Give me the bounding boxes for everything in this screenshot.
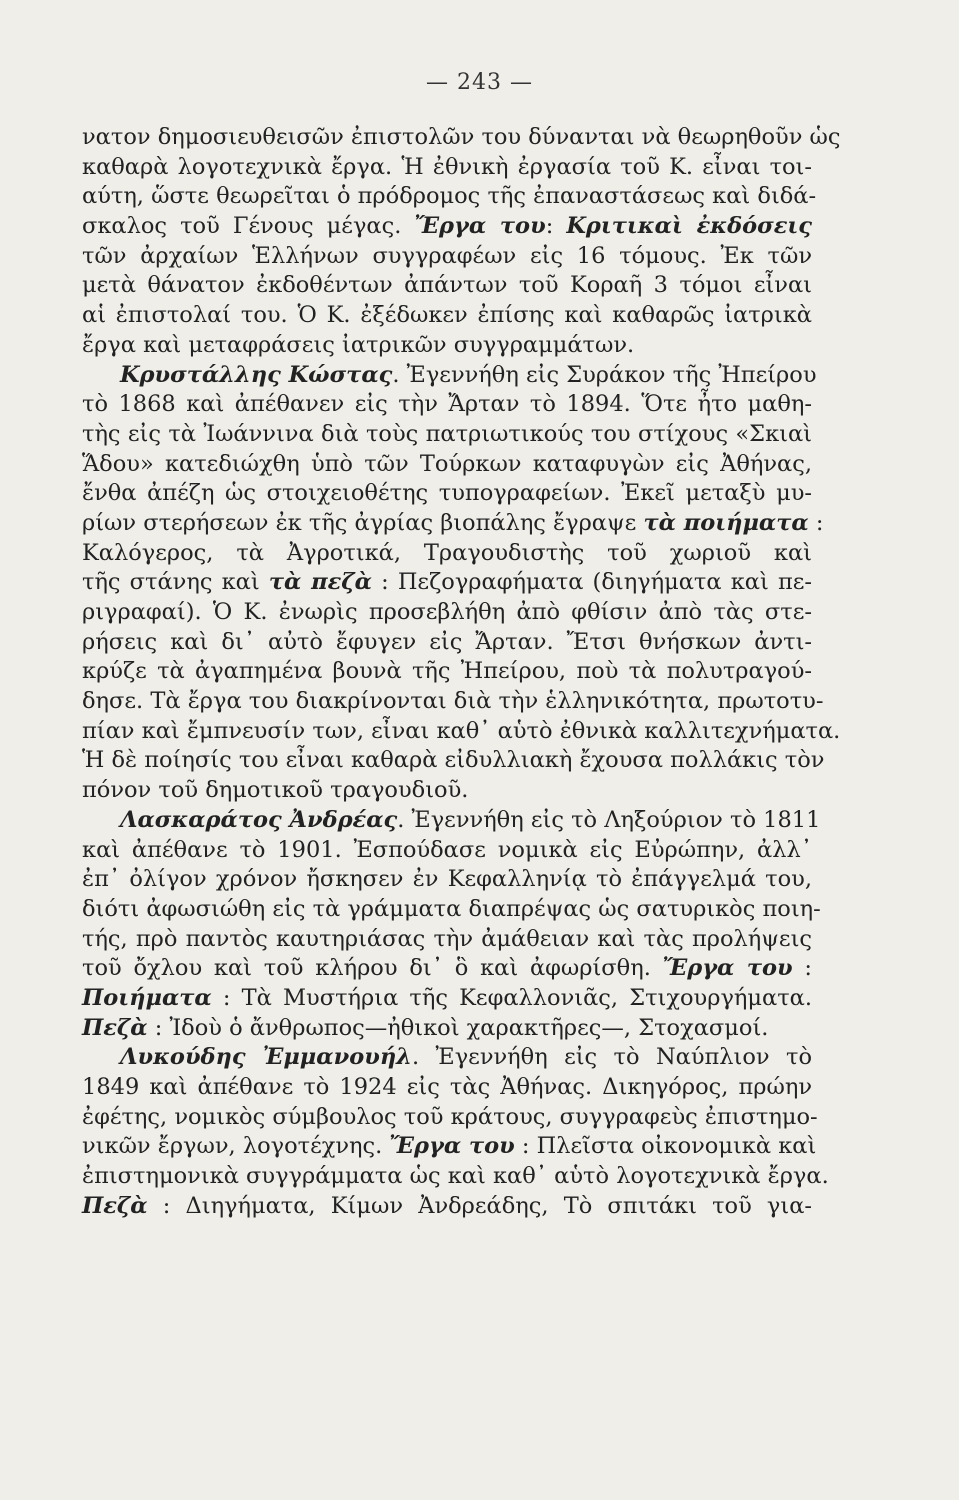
text-line [82, 1192, 812, 1222]
text-line [82, 1132, 817, 1162]
text-line [82, 182, 817, 212]
text-line [82, 776, 812, 806]
line-text: σκαλος τοῦ Γένους μέγας. [82, 213, 415, 240]
emphasis-text: Ἔργα του [389, 1133, 515, 1160]
text-line [82, 1103, 818, 1133]
text-line [82, 568, 812, 598]
text-line [82, 390, 812, 420]
text-line [82, 271, 812, 301]
text-line [82, 806, 821, 836]
line-text: πόνον τοῦ δημοτικοῦ τραγουδιοῦ. [82, 777, 469, 804]
text-line [82, 628, 812, 658]
line-text: . Ἐγεννήθη εἰς Συράκον τῆς Ἠπείρου [392, 361, 817, 388]
line-text: κρύζε τὰ ἀγαπημένα βουνὰ τῆς Ἠπείρου, ποὺ τὰ πολυτραγού- [82, 658, 812, 685]
line-text: ἐφέτης, νομικὸς σύμβουλος τοῦ κράτους, συγγραφεὺς ἐπιστημο- [82, 1103, 818, 1130]
text-line [82, 984, 812, 1014]
text-line [82, 450, 812, 480]
line-text: νατον δημοσιευθεισῶν ἐπιστολῶν του δύνανται νὰ θεωρηθοῦν ὡς [82, 124, 841, 150]
emphasis-text: τὰ πεζὰ [268, 569, 372, 596]
emphasis-text: Ποιήματα [82, 984, 212, 1011]
text-line [82, 479, 812, 509]
text-line [82, 657, 812, 687]
line-text: : [545, 213, 567, 240]
emphasis-text: Λυκούδης Ἐμμανουήλ [120, 1044, 412, 1071]
line-text: καθαρὰ λογοτεχνικὰ ἔργα. Ἡ ἐθνικὴ ἐργασία τοῦ Κ. εἶναι τοι- [82, 153, 812, 180]
line-text: νικῶν ἔργων, λογοτέχνης. [82, 1133, 390, 1160]
line-text: : Ἰδοὺ ὁ ἄνθρωπος—ἠθικοὶ χαρακτῆρες—, Στοχασμοί. [147, 1014, 769, 1041]
emphasis-text: Πεζὰ [82, 1192, 148, 1219]
text-line [82, 123, 841, 153]
line-text: : [792, 955, 812, 982]
emphasis-text: Ἔργα του [414, 213, 546, 240]
line-text: ἐπ᾿ ὀλίγον χρόνον ἤσκησεν ἐν Κεφαλληνίᾳ τὸ ἐπάγγελμά του, [82, 866, 812, 893]
text-line [82, 687, 824, 717]
line-text: πίαν καὶ ἔμπνευσίν των, εἶναι καθ᾿ αὑτὸ ἐθνικὰ καλλιτεχνήματα. [82, 717, 841, 744]
text-line [82, 1043, 812, 1073]
text-line [82, 242, 812, 272]
line-text: ἐπιστημονικὰ συγγράμματα ὡς καὶ καθ᾿ αὑτὸ λογοτεχνικὰ ἔργα. [82, 1163, 829, 1190]
line-text: καὶ ἀπέθανε τὸ 1901. Ἐσπούδασε νομικὰ εἰς Εὐρώπην, ἀλλ᾿ [82, 836, 812, 863]
line-text: . Ἐγεννήθη εἰς τὸ Ναύπλιον τὸ [411, 1044, 812, 1071]
line-text: διότι ἀφωσιώθη εἰς τὰ γράμματα διαπρέψας ὡς σατυρικὸς ποιη- [82, 895, 821, 922]
text-line [82, 361, 817, 391]
line-text: : [808, 509, 824, 536]
line-text: μετὰ θάνατον ἐκδοθέντων ἀπάντων τοῦ Κοραῆ 3 τόμοι εἶναι [82, 272, 812, 299]
line-text: ρήσεις καὶ δι᾿ αὐτὸ ἔφυγεν εἰς Ἄρταν. Ἔτσι θνήσκων ἀντι- [82, 628, 812, 655]
line-text: : Διηγήματα, Κίμων Ἀνδρεάδης, Τὸ σπιτάκι τοῦ για- [147, 1192, 812, 1219]
line-text: Ἡ δὲ ποίησίς του εἶναι καθαρὰ εἰδυλλιακὴ ἔχουσα πολλάκις τὸν [82, 747, 825, 774]
line-text: τὸ 1868 καὶ ἀπέθανεν εἰς τὴν Ἄρταν τὸ 1894. Ὅτε ἦτο μαθη- [82, 391, 812, 418]
text-line [82, 598, 812, 628]
line-text: Καλόγερος, τὰ Ἀγροτικά, Τραγουδιστὴς τοῦ χωριοῦ καὶ [82, 539, 812, 566]
line-text: . Ἐγεννήθη εἰς τὸ Ληξούριον τὸ 1811 [397, 806, 821, 833]
line-text: : Τὰ Μυστήρια τῆς Κεφαλλονιᾶς, Στιχουργήματα. [211, 984, 812, 1011]
text-line [82, 153, 812, 183]
line-text: ἔνθα ἀπέζη ὡς στοιχειοθέτης τυπογραφείων. Ἐκεῖ μεταξὺ μυ- [82, 480, 812, 507]
line-text: : Πλεῖστα οἰκονομικὰ καὶ [514, 1133, 817, 1160]
text-line [82, 746, 825, 776]
emphasis-text: Λασκαράτος Ἀνδρέας [120, 806, 398, 833]
text-line [82, 509, 824, 539]
line-text: ρίων στερήσεων ἐκ τῆς ἀγρίας βιοπάλης ἔγραψε [82, 509, 644, 536]
text-line [82, 301, 812, 331]
line-text: : Πεζογραφήματα (διηγήματα καὶ πε- [371, 569, 812, 596]
text-line [82, 212, 812, 242]
text-line [82, 895, 821, 925]
text-line [82, 1014, 812, 1044]
body-text [82, 123, 841, 1221]
text-line [82, 1162, 829, 1192]
line-text: τὴς εἰς τὰ Ἰωάννινα διὰ τοὺς πατριωτικούς του στίχους «Σκιαὶ [82, 420, 812, 447]
line-text: αύτη, ὥστε θεωρεῖται ὁ πρόδρομος τῆς ἐπαναστάσεως καὶ διδά- [82, 183, 817, 210]
emphasis-text: Κρυστάλλης Κώστας [120, 361, 393, 388]
text-line [82, 539, 812, 569]
line-text: 1849 καὶ ἀπέθανε τὸ 1924 εἰς τὰς Ἀθήνας. Δικηγόρος, πρώην [82, 1074, 812, 1100]
line-text: Ἅδου» κατεδιώχθη ὑπὸ τῶν Τούρκων καταφυγὼν εἰς Ἀθήνας, [82, 450, 812, 477]
text-line [82, 1073, 812, 1103]
line-text: ἔργα καὶ μεταφράσεις ἰατρικῶν συγγραμμάτων. [82, 331, 635, 358]
emphasis-text: Ἔργα του [662, 955, 793, 982]
line-text: τής, πρὸ παντὸς καυτηριάσας τὴν ἀμάθειαν καὶ τὰς προλήψεις [82, 925, 812, 952]
text-line [82, 331, 812, 361]
text-line [82, 836, 812, 866]
text-line [82, 925, 812, 955]
text-line [82, 420, 812, 450]
emphasis-text: Πεζὰ [82, 1014, 148, 1041]
text-line [82, 717, 841, 747]
line-text: τῶν ἀρχαίων Ἑλλήνων συγγραφέων εἰς 16 τόμους. Ἐκ τῶν [82, 242, 812, 269]
line-text: τοῦ ὄχλου καὶ τοῦ κλήρου δι᾿ ὃ καὶ ἀφωρίσθη. [82, 955, 663, 982]
emphasis-text: Κριτικαὶ ἐκδόσεις [566, 213, 813, 240]
line-text: δησε. Τὰ ἔργα του διακρίνονται διὰ τὴν ἑλληνικότητα, πρωτοτυ- [82, 688, 824, 715]
line-text: ριγραφαί). Ὁ Κ. ἐνωρὶς προσεβλήθη ἀπὸ φθίσιν ἀπὸ τὰς στε- [82, 599, 812, 625]
line-text: τῆς στάνης καὶ [82, 569, 269, 596]
emphasis-text: τὰ ποιήματα [643, 509, 809, 536]
text-line [82, 865, 812, 895]
page-number: — 243 — [426, 70, 533, 95]
text-line [82, 954, 812, 984]
line-text: αἱ ἐπιστολαί του. Ὁ Κ. ἐξέδωκεν ἐπίσης καὶ καθαρῶς ἰατρικὰ [82, 302, 812, 329]
